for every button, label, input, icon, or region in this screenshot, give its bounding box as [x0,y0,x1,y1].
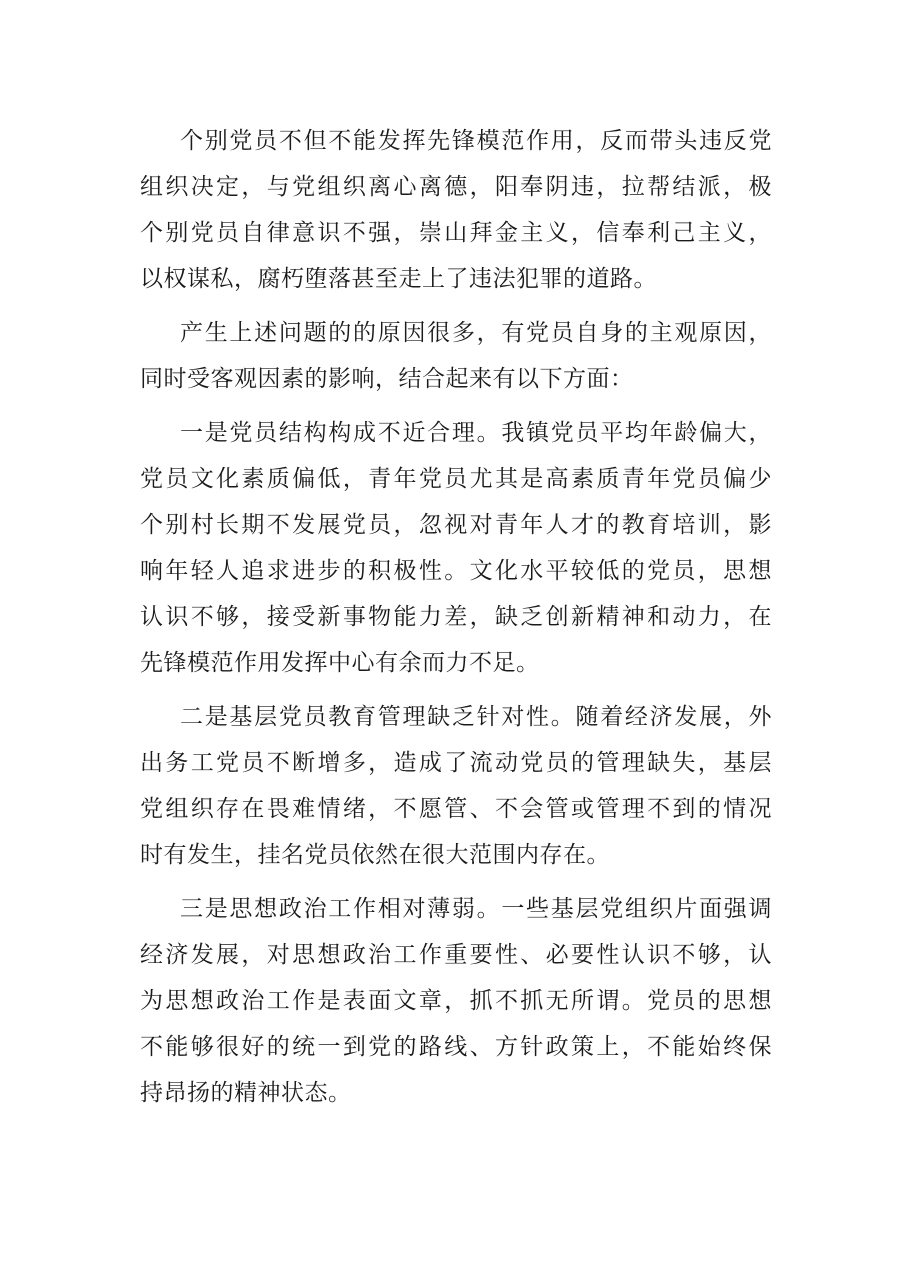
text-line: 个别党员不但不能发挥先锋模范作用，反而带头违反党 [180,128,772,154]
text-line: 以权谋私，腐朽堕落甚至走上了违法犯罪的道路。 [140,266,657,292]
text-line: 个别村长期不发展党员，忽视对青年人才的教育培训，影 [140,512,772,538]
text-line: 组织决定，与党组织离心离德，阳奉阴违，拉帮结派，极 [140,174,772,200]
text-line: 认识不够，接受新事物能力差，缺乏创新精神和动力，在 [140,604,772,630]
text-line: 为思想政治工作是表面文章，抓不抓无所谓。党员的思想 [140,988,772,1014]
text-line: 先锋模范作用发挥中心有余而力不足。 [140,650,540,676]
text-line: 二是基层党员教育管理缺乏针对性。随着经济发展，外 [180,704,772,730]
text-line: 响年轻人追求进步的积极性。文化水平较低的党员，思想 [140,558,772,584]
text-line: 个别党员自律意识不强，崇山拜金主义，信奉利己主义， [140,220,772,246]
text-line: 时有发生，挂名党员依然在很大范围内存在。 [140,842,610,868]
text-line: 持昂扬的精神状态。 [140,1080,352,1106]
paragraph-5 [140,886,772,1116]
text-line: 党员文化素质偏低，青年党员尤其是高素质青年党员偏少 [140,466,772,492]
text-line: 产生上述问题的的原因很多，有党员自身的主观原因， [180,320,772,346]
text-line: 三是思想政治工作相对薄弱。一些基层党组织片面强调 [180,896,772,922]
paragraph-2 [140,310,772,402]
document-body [140,118,772,1124]
paragraph-4 [140,694,772,878]
text-line: 党组织存在畏难情绪，不愿管、不会管或管理不到的情况 [140,796,772,822]
text-line: 出务工党员不断增多，造成了流动党员的管理缺失，基层 [140,750,772,776]
text-line: 不能够很好的统一到党的路线、方针政策上，不能始终保 [140,1034,772,1060]
text-line: 经济发展，对思想政治工作重要性、必要性认识不够，认 [140,942,772,968]
text-line: 同时受客观因素的影响，结合起来有以下方面： [140,366,634,392]
text-line: 一是党员结构构成不近合理。我镇党员平均年龄偏大， [180,420,772,446]
paragraph-3 [140,410,772,686]
paragraph-1 [140,118,772,302]
